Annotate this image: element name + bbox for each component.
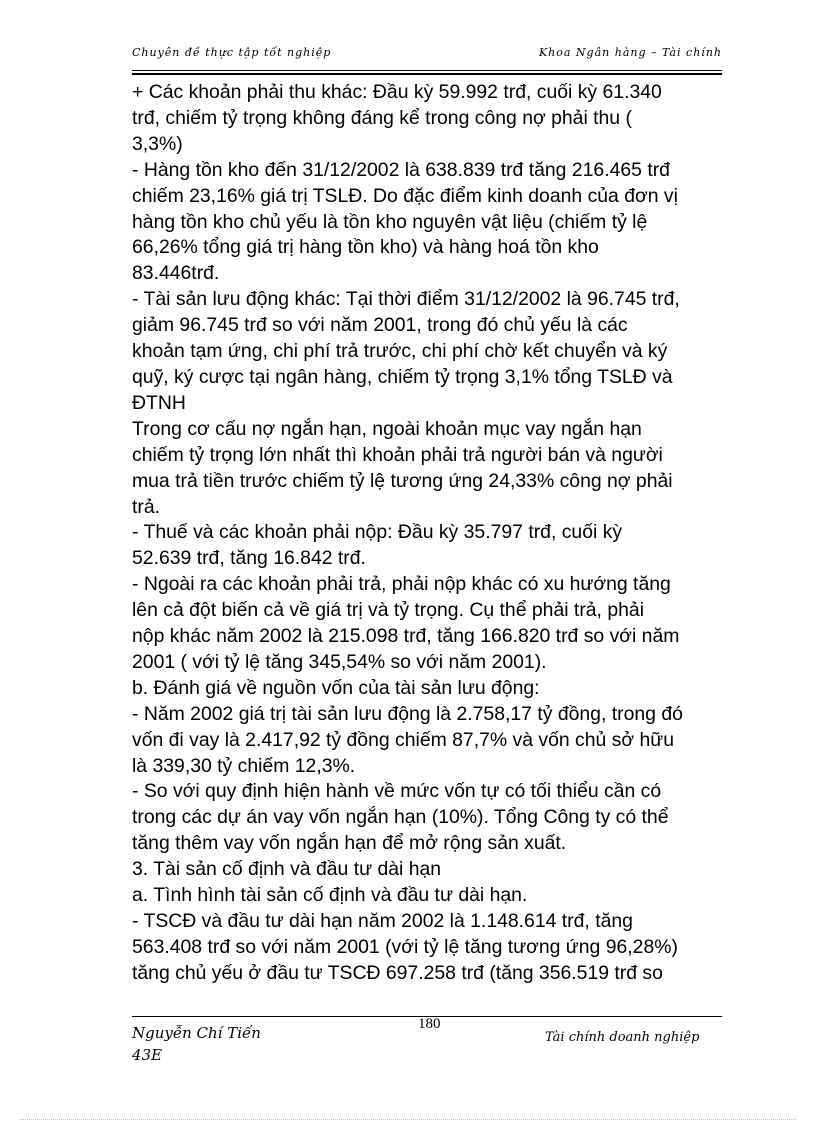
body-line: hàng tồn kho chủ yếu là tồn kho nguyên vật liệu (chiếm tỷ lệ [132,210,648,233]
body-line: 66,26% tổng giá trị hàng tồn kho) và hàng hoá tồn kho [132,236,599,259]
body-line: 3. Tài sản cố định và đầu tư dài hạn [132,858,442,881]
body-line: - Năm 2002 giá trị tài sản lưu động là 2.758,17 tỷ đồng, trong đó [132,702,683,725]
body-line: 2001 ( với tỷ lệ tăng 345,54% so với năm 2001). [132,650,547,673]
body-line: b. Đánh giá về nguồn vốn của tài sản lưu động: [132,676,540,699]
body-line: - Ngoài ra các khoản phải trả, phải nộp khác có xu hướng tăng [132,573,671,596]
body-line: 3,3%) [132,132,183,155]
body-line: lên cả đột biến cả về giá trị và tỷ trọng. Cụ thể phải trả, phải [132,599,644,622]
page-header [132,42,722,68]
body-line: nộp khác năm 2002 là 215.098 trđ, tăng 166.820 trđ so với năm [132,625,680,648]
header-left-title: Chuyên đề thực tập tốt nghiệp [132,46,332,59]
body-line: - Tài sản lưu động khác: Tại thời điểm 31/12/2002 là 96.745 trđ, [132,288,680,311]
header-right-title: Khoa Ngân hàng – Tài chính [538,46,722,59]
body-line: Trong cơ cấu nợ ngắn hạn, ngoài khoản mục vay ngắn hạn [132,417,642,440]
body-line: là 339,30 tỷ chiếm 12,3%. [132,754,356,777]
body-line: giảm 96.745 trđ so với năm 2001, trong đó chủ yếu là các [132,314,628,337]
body-line: vốn đi vay là 2.417,92 tỷ đồng chiếm 87,7% và vốn chủ sở hữu [132,728,675,751]
page-number: 180 [418,1016,441,1032]
header-rule [132,70,722,71]
body-line: - Thuế và các khoản phải nộp: Đầu kỳ 35.797 trđ, cuối kỳ [132,521,623,544]
body-line: - TSCĐ và đầu tư dài hạn năm 2002 là 1.148.614 trđ, tăng [132,910,633,932]
body-line: chiếm 23,16% giá trị TSLĐ. Do đặc điểm kinh doanh của đơn vị [132,184,678,207]
body-line: 83.446trđ. [132,262,220,285]
body-line: 52.639 trđ, tăng 16.842 trđ. [132,547,366,570]
page-edge-divider [20,1119,796,1120]
body-line: a. Tình hình tài sản cố định và đầu tư dài hạn. [132,884,528,907]
body-line: - So với quy định hiện hành về mức vốn tự có tối thiểu cần có [132,780,662,803]
body-line: khoản tạm ứng, chi phí trả trước, chi phí chờ kết chuyển và ký [132,340,668,363]
body-line: tăng thêm vay vốn ngắn hạn để mở rộng sản xuất. [132,832,567,855]
body-line: ĐTNH [132,391,186,414]
body-line: + Các khoản phải thu khác: Đầu kỳ 59.992 trđ, cuối kỳ 61.340 [132,81,662,103]
header-rule-thick [132,73,722,75]
footer-right-title: Tài chính doanh nghiệp [545,1030,700,1045]
footer-author [132,1022,261,1066]
body-line: chiếm tỷ trọng lớn nhất thì khoản phải trả người bán và người [132,443,663,466]
body-line: 563.408 trđ so với năm 2001 (với tỷ lệ tăng tương ứng 96,28%) [132,935,678,958]
body-line: - Hàng tồn kho đến 31/12/2002 là 638.839 trđ tăng 216.465 trđ [132,158,670,181]
body-line: tăng chủ yếu ở đầu tư TSCĐ 697.258 trđ (tăng 356.519 trđ so [132,961,663,984]
body-text [132,80,744,987]
footer-author-class: 43E [132,1046,163,1064]
body-line: trđ, chiếm tỷ trọng không đáng kể trong công nợ phải thu ( [132,106,632,129]
body-line: quỹ, ký cược tại ngân hàng, chiếm tỷ trọng 3,1% tổng TSLĐ và [132,365,673,388]
body-line: mua trả tiền trước chiếm tỷ lệ tương ứng 24,33% công nợ phải [132,469,673,492]
body-line: trong các dự án vay vốn ngắn hạn (10%). Tổng Công ty có thể [132,806,669,829]
body-line: trả. [132,495,161,518]
footer-author-name: Nguyễn Chí Tiến [132,1024,261,1042]
